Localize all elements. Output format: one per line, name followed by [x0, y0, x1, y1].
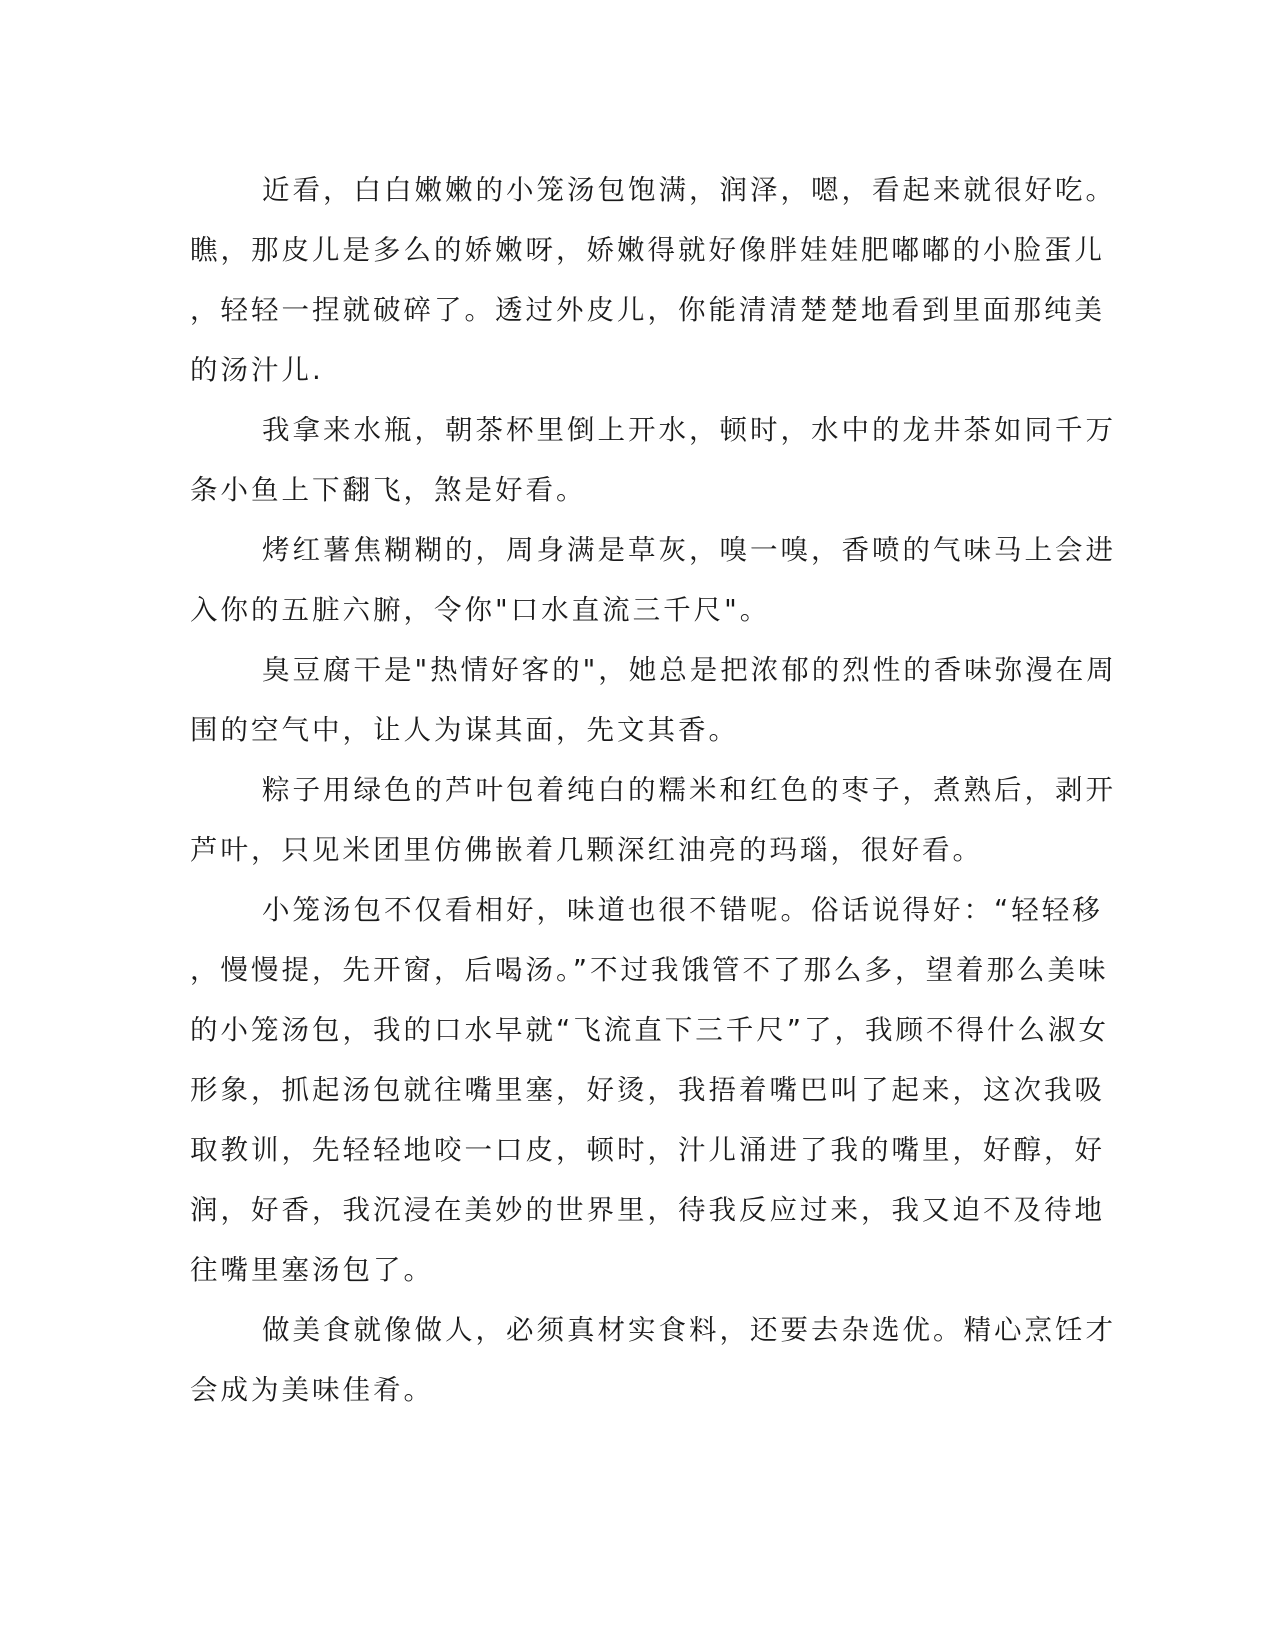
- paragraph-6-line-7: 往嘴里塞汤包了。: [190, 1254, 434, 1286]
- paragraph-6-line-5: 取教训，先轻轻地咬一口皮，顿时，汁儿涌进了我的嘴里，好醇，好: [190, 1134, 1105, 1166]
- paragraph-6-line-6: 润，好香，我沉浸在美妙的世界里，待我反应过来，我又迫不及待地: [190, 1194, 1105, 1226]
- paragraph-6-line-1: 小笼汤包不仅看相好，味道也很不错呢。俗话说得好：“轻轻移: [262, 894, 1103, 926]
- document-body: [190, 160, 1117, 1420]
- paragraph-4-line-1: 臭豆腐干是"热情好客的"，她总是把浓郁的烈性的香味弥漫在周: [262, 654, 1117, 686]
- paragraph-5-line-1: 粽子用绿色的芦叶包着纯白的糯米和红色的枣子，煮熟后，剥开: [262, 774, 1116, 806]
- paragraph-4-line-2: 围的空气中，让人为谋其面，先文其香。: [190, 714, 739, 746]
- paragraph-2-line-2: 条小鱼上下翻飞，煞是好看。: [190, 474, 587, 506]
- paragraph-1-line-2: 瞧，那皮儿是多么的娇嫩呀，娇嫩得就好像胖娃娃肥嘟嘟的小脸蛋儿: [190, 234, 1105, 266]
- paragraph-3-line-2: 入你的五脏六腑，令你"口水直流三千尺"。: [190, 594, 771, 626]
- paragraph-1-line-1: 近看，白白嫩嫩的小笼汤包饱满，润泽，嗯，看起来就很好吃。: [262, 174, 1116, 206]
- paragraph-3-line-1: 烤红薯焦糊糊的，周身满是草灰，嗅一嗅，香喷的气味马上会进: [262, 534, 1116, 566]
- paragraph-6-line-3: 的小笼汤包，我的口水早就“飞流直下三千尺”了，我顾不得什么淑女: [190, 1014, 1109, 1046]
- paragraph-5-line-2: 芦叶，只见米团里仿佛嵌着几颗深红油亮的玛瑙，很好看。: [190, 834, 983, 866]
- paragraph-1-line-3: ，轻轻一捏就破碎了。透过外皮儿，你能清清楚楚地看到里面那纯美: [190, 294, 1105, 326]
- paragraph-1-line-4: 的汤汁儿.: [190, 354, 324, 386]
- paragraph-6-line-4: 形象，抓起汤包就往嘴里塞，好烫，我捂着嘴巴叫了起来，这次我吸: [190, 1074, 1105, 1106]
- paragraph-6-line-2: ，慢慢提，先开窗，后喝汤。”不过我饿管不了那么多，望着那么美味: [190, 954, 1109, 986]
- paragraph-7-line-2: 会成为美味佳肴。: [190, 1374, 434, 1406]
- paragraph-2-line-1: 我拿来水瓶，朝茶杯里倒上开水，顿时，水中的龙井茶如同千万: [262, 414, 1116, 446]
- paragraph-7-line-1: 做美食就像做人，必须真材实食料，还要去杂选优。精心烹饪才: [262, 1314, 1116, 1346]
